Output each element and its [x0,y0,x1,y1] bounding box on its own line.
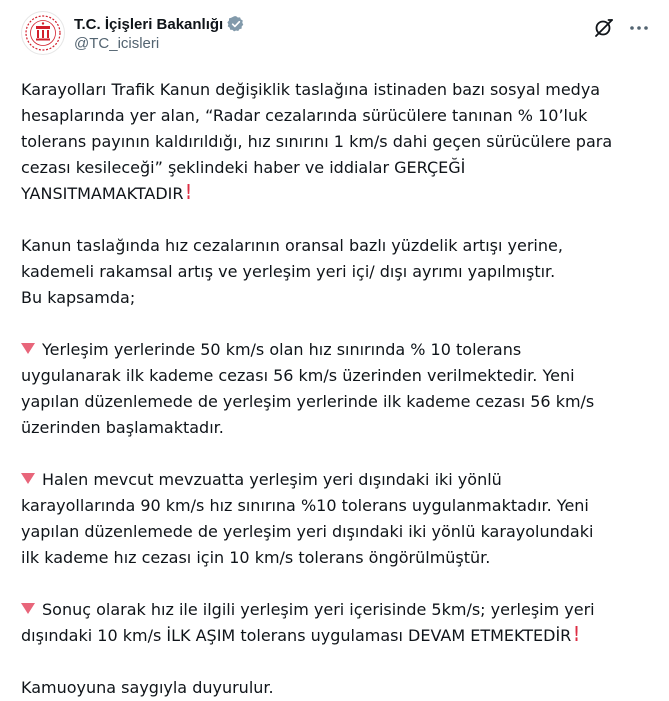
ministry-emblem-icon [22,12,64,54]
red-triangle-down-icon [21,603,35,614]
grok-icon[interactable] [593,17,615,39]
paragraph-3 [21,337,651,441]
text-line: yapılan düzenlemede de yerleşim yeri dışındaki iki yönlü karayolundaki [21,522,594,541]
text-line-with-bullet [21,597,651,623]
paragraph-5 [21,597,651,649]
tweet-actions [593,17,649,39]
verified-badge-icon[interactable] [227,15,245,33]
text-line: Yerleşim yerlerinde 50 km/s olan hız sınırında % 10 tolerans [42,340,522,359]
tweet-text [21,77,651,701]
text-line: kademeli rakamsal artış ve yerleşim yeri içi/ dışı ayrımı yapılmıştır. [21,262,556,281]
text-line: Kanun taslağında hız cezalarının oransal bazlı yüzdelik artışı yerine, [21,236,563,255]
red-triangle-down-icon [21,473,35,484]
text-line: uygulanarak ilk kademe cezası 56 km/s üzerinden verilmektedir. Yeni [21,366,575,385]
text-line: karayollarında 90 km/s hız sınırına %10 tolerans uygulanmaktadır. Yeni [21,496,589,515]
red-exclamation-icon: ! [186,180,192,204]
text-line: yapılan düzenlemede de yerleşim yerlerinde ilk kademe cezası 56 km/s [21,392,595,411]
text-line: üzerinden başlamaktadır. [21,418,224,437]
avatar[interactable] [21,11,65,55]
text-line: cezası kesileceği” şeklindeki haber ve iddialar GERÇEĞİ [21,158,466,177]
text-line-with-emoji [21,181,651,207]
text-line-with-bullet [21,467,651,493]
text-line-with-bullet [21,337,651,363]
red-triangle-down-icon [21,343,35,354]
red-exclamation-icon: ! [574,622,580,646]
text-line-with-emoji [21,623,651,649]
paragraph-4 [21,467,651,571]
account-handle[interactable]: @TC_icisleri [74,35,160,52]
text-line: Kamuoyuna saygıyla duyurulur. [21,678,274,697]
text-line: Karayolları Trafik Kanun değişiklik taslağına istinaden bazı sosyal medya [21,80,601,99]
text-line: Sonuç olarak hız ile ilgili yerleşim yeri içerisinde 5km/s; yerleşim yeri [42,600,595,619]
paragraph-6 [21,675,651,701]
text-line: ilk kademe hız cezası için 10 km/s tolerans öngörülmüştür. [21,548,491,567]
text-line: Bu kapsamda; [21,288,136,307]
account-name-block [74,14,245,52]
text-line: YANSITMAMAKTADIR [21,184,184,203]
paragraph-1 [21,77,651,207]
text-line: hesaplarında yer alan, “Radar cezalarında sürücülere tanınan % 10’luk [21,106,588,125]
more-options-icon[interactable] [629,18,649,38]
tweet-header [21,11,649,63]
text-line: Halen mevcut mevzuatta yerleşim yeri dışındaki iki yönlü [42,470,502,489]
paragraph-2 [21,233,651,311]
text-line: tolerans payının kaldırıldığı, hız sınırını 1 km/s dahi geçen sürücülere para [21,132,613,151]
display-name[interactable]: T.C. İçişleri Bakanlığı [74,15,224,33]
text-line: dışındaki 10 km/s İLK AŞIM tolerans uygulaması DEVAM ETMEKTEDİR [21,626,572,645]
